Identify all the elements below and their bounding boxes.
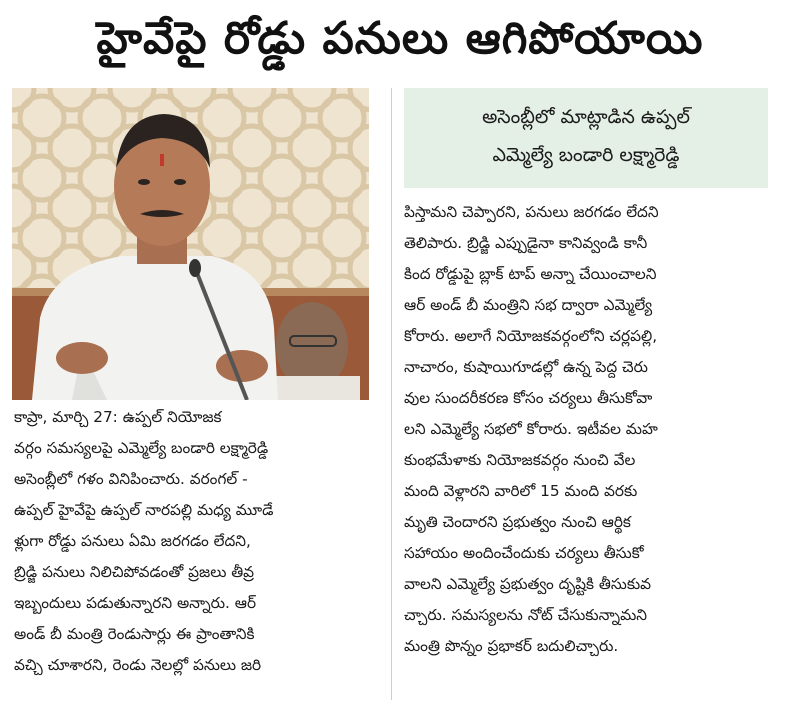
subheading-line-2: ఎమ్మెల్యే బండారి లక్ష్మారెడ్డి [492, 144, 680, 166]
text-line: కాప్రా, మార్చి 27: ఉప్పల్ నియోజక [14, 408, 222, 426]
text-line: తెలిపారు. బ్రిడ్జి ఎప్పుడైనా కానివ్వండి కానీ [404, 234, 648, 252]
text-line: పిస్తామని చెప్పారని, పనులు జరగడం లేదని [404, 203, 659, 221]
text-line: ఇబ్బందులు పడుతున్నారని అన్నారు. ఆర్ [14, 594, 257, 612]
text-line: అండ్ బీ మంత్రి రెండుసార్లు ఈ ప్రాంతానికి [14, 625, 255, 643]
text-line: వచ్చి చూశారని, రెండు నెలల్లో పనులు జరి [14, 656, 262, 674]
text-line: సహాయం అందించేందుకు చర్యలు తీసుకో [404, 544, 644, 562]
text-line: నాచారం, కుషాయిగూడల్లో ఉన్న పెద్ద చెరు [404, 358, 648, 376]
text-line: ళ్లుగా రోడ్డు పనులు ఏమి జరగడం లేదని, [14, 532, 251, 550]
text-line: బ్రిడ్జి పనులు నిలిచిపోవడంతో ప్రజలు తీవ్ర [14, 563, 255, 581]
text-line: ఉప్పల్ హైవేపై ఉప్పల్ నారపల్లి మధ్య మూడే [14, 501, 274, 519]
text-line: కోరారు. అలాగే నియోజకవర్గంలోని చర్లపల్లి, [404, 327, 658, 345]
text-line: ఆర్ అండ్ బీ మంత్రిని సభ ద్వారా ఎమ్మెల్యే [404, 296, 653, 314]
headline: హైవేపై రోడ్డు పనులు ఆగిపోయాయి [96, 13, 704, 64]
text-line: మృతి చెందారని ప్రభుత్వం నుంచి ఆర్థిక [404, 513, 631, 531]
text-line: వర్గం సమస్యలపై ఎమ్మెల్యే బండారి లక్ష్మారెడ్డి [14, 439, 269, 457]
news-photo [12, 88, 369, 400]
text-line: వుల సుందరీకరణ కోసం చర్యలు తీసుకోవా [404, 389, 653, 407]
column-divider [391, 88, 392, 700]
text-line: అసెంబ్లీలో గళం వినిపించారు. వరంగల్ - [14, 470, 248, 488]
text-line: చ్చారు. సమస్యలను నోట్ చేసుకున్నామని [404, 606, 647, 624]
text-line: లని ఎమ్మెల్యే సభలో కోరారు. ఇటీవల మహ [404, 420, 658, 438]
text-line: మంది వెళ్లారని వారిలో 15 మంది వరకు [404, 482, 638, 500]
text-line: కుంభమేళాకు నియోజకవర్గం నుంచి వేల [404, 451, 636, 469]
subheading-line-1: అసెంబ్లీలో మాట్లాడిన ఉప్పల్ [482, 106, 690, 128]
article-right-column [404, 197, 780, 662]
text-line: వాలని ఎమ్మెల్యే ప్రభుత్వం దృష్టికి తీసుకువ [404, 575, 652, 593]
article-left-column [14, 402, 386, 681]
subheading-box [404, 88, 768, 188]
text-line: మంత్రి పొన్నం ప్రభాకర్ బదులిచ్చారు. [404, 637, 619, 655]
text-line: కింద రోడ్డుపై బ్లాక్ టాప్ అన్నా చేయించాలని [404, 265, 657, 283]
photo-illustration [12, 88, 369, 400]
